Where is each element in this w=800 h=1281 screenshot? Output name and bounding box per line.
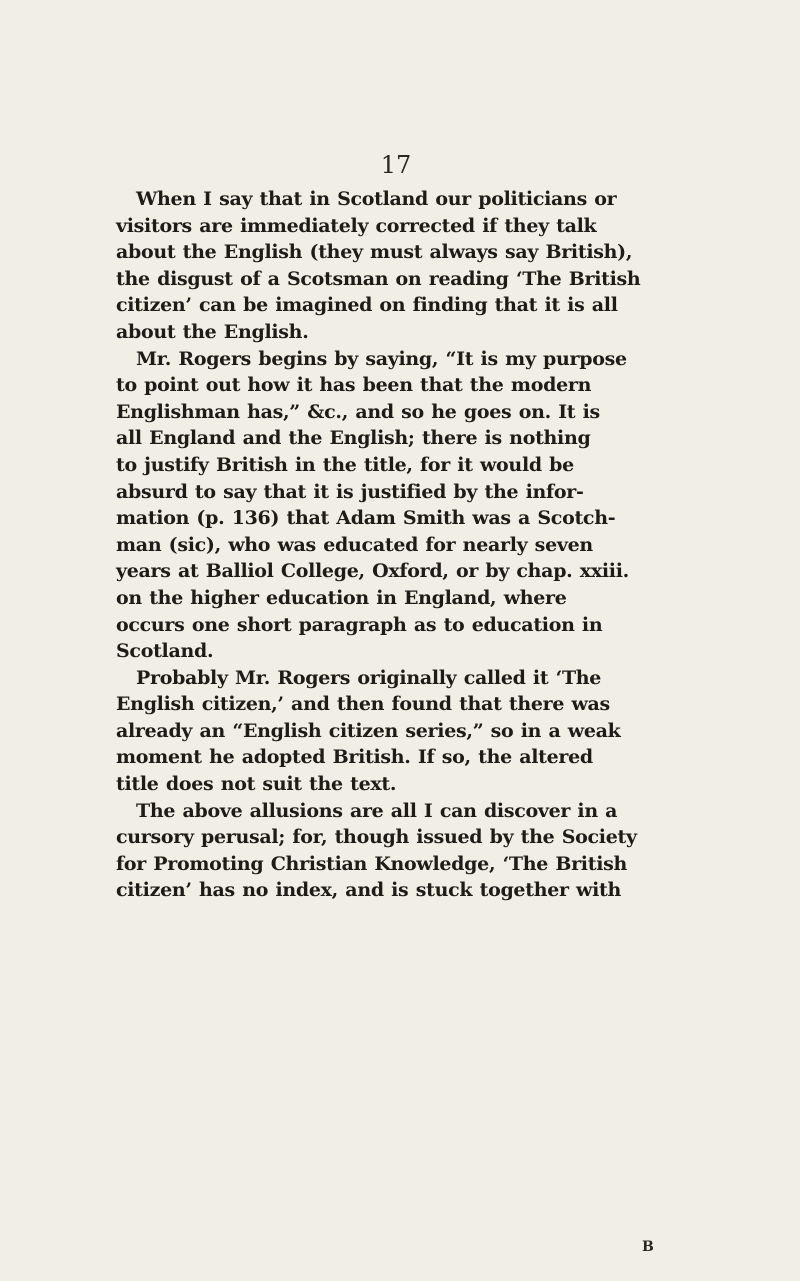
page-number: 17 — [380, 151, 412, 179]
text-line: The above allusions are all I can discover in a — [136, 799, 618, 822]
text-line: moment he adopted British. If so, the altered — [116, 746, 593, 769]
text-line: man (sic), who was educated for nearly seven — [116, 533, 593, 556]
text-line: Scotland. — [116, 640, 214, 663]
text-line: for Promoting Christian Knowledge, ‘The British — [116, 852, 628, 875]
text-line: cursory perusal; for, though issued by the Society — [116, 826, 637, 849]
text-line: English citizen,’ and then found that there was — [116, 693, 610, 716]
text-line: about the English. — [116, 320, 309, 343]
text-line: to point out how it has been that the modern — [116, 374, 592, 397]
text-line: occurs one short paragraph as to education in — [116, 613, 603, 636]
body-text — [116, 186, 676, 904]
text-line: citizen’ has no index, and is stuck together with — [116, 879, 621, 902]
text-line: years at Balliol College, Oxford, or by chap. xxiii. — [116, 560, 629, 583]
text-line: citizen’ can be imagined on finding that it is all — [116, 294, 618, 317]
text-line: the disgust of a Scotsman on reading ‘The British — [116, 267, 641, 290]
text-line: on the higher education in England, where — [116, 586, 567, 609]
text-line: Englishman has,” &c., and so he goes on. It is — [116, 400, 600, 423]
text-line: all England and the English; there is nothing — [116, 427, 591, 450]
text-line: mation (p. 136) that Adam Smith was a Scotch- — [116, 507, 616, 530]
text-line: about the English (they must always say British), — [116, 241, 633, 264]
text-line: title does not suit the text. — [116, 773, 397, 796]
text-line: already an “English citizen series,” so in a weak — [116, 719, 621, 742]
text-line: absurd to say that it is justified by the infor- — [116, 480, 584, 503]
text-line: visitors are immediately corrected if they talk — [116, 214, 597, 237]
signature-mark: B — [642, 1239, 654, 1255]
text-line: Mr. Rogers begins by saying, “It is my purpose — [136, 347, 627, 370]
text-line: Probably Mr. Rogers originally called it ‘The — [136, 666, 602, 689]
text-line: When I say that in Scotland our politicians or — [136, 188, 617, 210]
text-line: to justify British in the title, for it would be — [116, 453, 574, 476]
